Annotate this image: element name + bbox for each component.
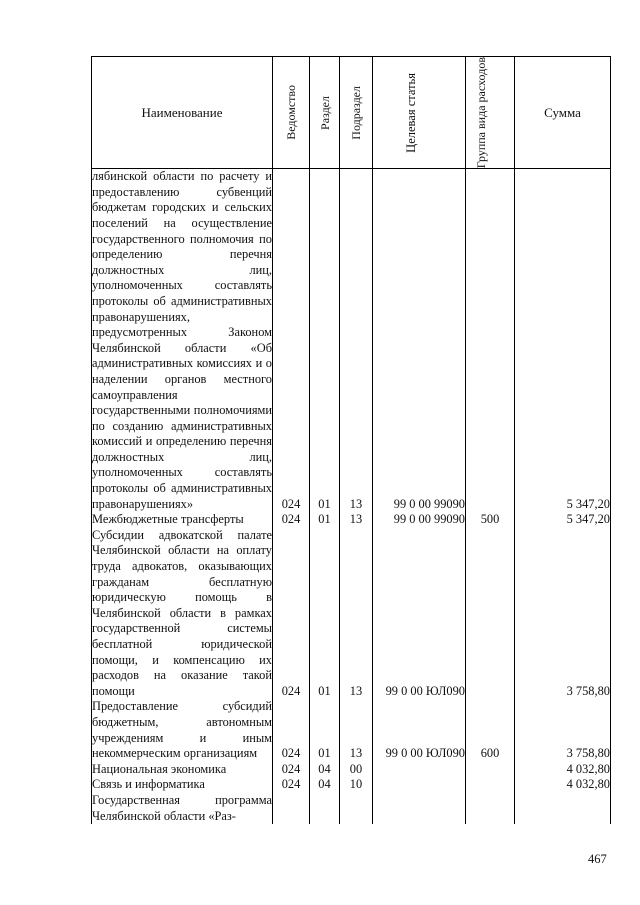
cell-name: Связь и информатика — [92, 777, 273, 793]
table-body — [92, 169, 611, 824]
budget-table — [91, 56, 611, 824]
cell-group — [466, 777, 515, 793]
cell-section: 01 — [310, 699, 340, 761]
cell-section: 01 — [310, 528, 340, 700]
cell-target — [373, 777, 466, 793]
header-subsection: Подраздел — [340, 57, 373, 169]
table-row — [92, 777, 611, 793]
cell-department: 024 — [273, 777, 310, 793]
header-name: Наименование — [92, 57, 273, 169]
cell-subsection: 00 — [340, 762, 373, 778]
header-target: Целевая статья — [373, 57, 466, 169]
cell-sum: 5 347,20 — [515, 169, 611, 513]
table-row — [92, 793, 611, 824]
table-row — [92, 169, 611, 513]
cell-group: 500 — [466, 512, 515, 528]
cell-name: Государственная программа Челябинской области «Раз- — [92, 792, 272, 823]
cell-name: Национальная экономика — [92, 762, 273, 778]
cell-sum: 3 758,80 — [515, 699, 611, 761]
table-row — [92, 762, 611, 778]
cell-target: 99 0 00 99090 — [373, 169, 466, 513]
cell-target — [373, 762, 466, 778]
table-row — [92, 528, 611, 700]
cell-name: Межбюджетные трансферты — [92, 512, 273, 528]
cell-subsection: 13 — [340, 169, 373, 513]
header-group: Группа вида расходов — [466, 57, 515, 169]
table-row — [92, 699, 611, 761]
cell-subsection — [340, 793, 373, 824]
cell-sum: 3 758,80 — [515, 528, 611, 700]
cell-department: 024 — [273, 512, 310, 528]
cell-group — [466, 762, 515, 778]
cell-target: 99 0 00 ЮЛ090 — [373, 699, 466, 761]
cell-name: лябинской области по расчету и предоставлению субвенций бюджетам городских и сельских поселений на осуществление государственного полномочия по определению перечня должностных лиц, уполномоченных составлять протоколы об административных правонарушениях, предусмотренных Законом Челябинской области «Об административных комиссиях и о наделении органов местного самоуправления государственными полномочиями по созданию административных комиссий и определению перечня должностных лиц, уполномоченных составлять протоколы об административных правонарушениях» — [92, 169, 272, 511]
cell-group — [466, 169, 515, 513]
header-department: Ведомство — [273, 57, 310, 169]
page-number: 467 — [588, 852, 607, 866]
cell-section: 04 — [310, 777, 340, 793]
cell-subsection: 13 — [340, 528, 373, 700]
cell-section: 01 — [310, 169, 340, 513]
cell-section: 04 — [310, 762, 340, 778]
cell-name: Субсидии адвокатской палате Челябинской области на оплату труда адвокатов, оказывающих гражданам бесплатную юридическую помощь в Челябинской области в рамках государственной системы бесплатной юридической помощи, и компенсацию их расходов на оказание такой помощи — [92, 527, 272, 698]
header-section: Раздел — [310, 57, 340, 169]
cell-subsection: 10 — [340, 777, 373, 793]
cell-target — [373, 793, 466, 824]
cell-sum: 4 032,80 — [515, 777, 611, 793]
cell-department: 024 — [273, 699, 310, 761]
cell-department: 024 — [273, 528, 310, 700]
cell-sum — [515, 793, 611, 824]
cell-target: 99 0 00 ЮЛ090 — [373, 528, 466, 700]
cell-subsection: 13 — [340, 699, 373, 761]
table-header — [92, 57, 611, 169]
cell-sum: 4 032,80 — [515, 762, 611, 778]
cell-group — [466, 528, 515, 700]
cell-group — [466, 793, 515, 824]
cell-section: 01 — [310, 512, 340, 528]
cell-section — [310, 793, 340, 824]
cell-department: 024 — [273, 762, 310, 778]
cell-department — [273, 793, 310, 824]
cell-subsection: 13 — [340, 512, 373, 528]
cell-target: 99 0 00 99090 — [373, 512, 466, 528]
cell-department: 024 — [273, 169, 310, 513]
cell-sum: 5 347,20 — [515, 512, 611, 528]
cell-group: 600 — [466, 699, 515, 761]
table-row — [92, 512, 611, 528]
cell-name: Предоставление субсидий бюджетным, автономным учреждениям и иным некоммерческим организациям — [92, 699, 272, 761]
header-sum: Сумма — [515, 57, 611, 169]
